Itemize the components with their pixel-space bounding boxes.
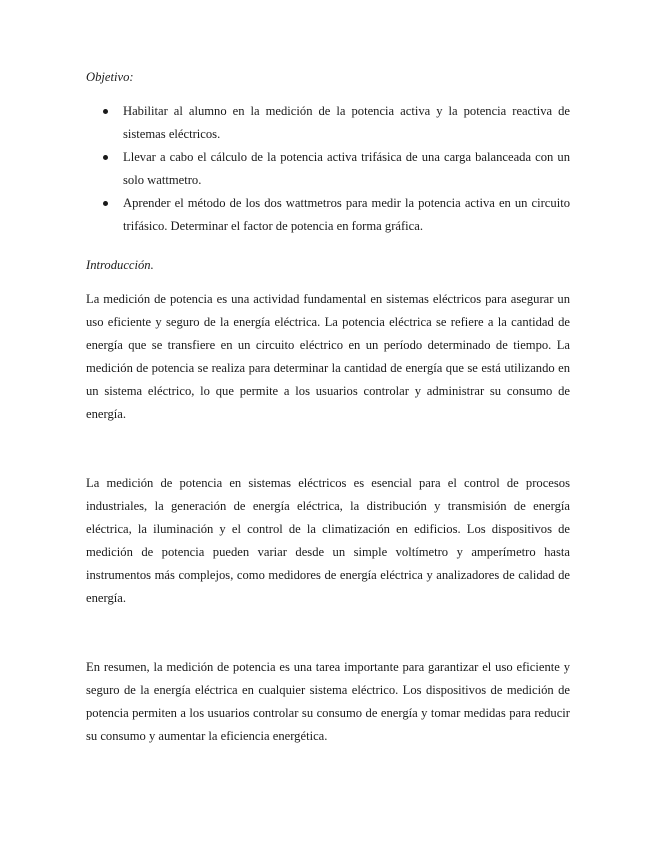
- objetivo-heading: Objetivo:: [86, 70, 134, 84]
- list-item-text: Aprender el método de los dos wattmetros para medir la potencia activa en un circuito trifásico. Determinar el factor de potencia en forma gráfica.: [123, 196, 570, 233]
- bullet-icon: [103, 109, 108, 114]
- list-item-text: Habilitar al alumno en la medición de la potencia activa y la potencia reactiva de sistemas eléctricos.: [123, 104, 570, 141]
- paragraph-2: La medición de potencia en sistemas eléctricos es esencial para el control de procesos industriales, la generación de energía eléctrica, la distribución y transmisión de energía eléctrica, la iluminación y el control de la climatización en edificios. Los dispositivos de medición de potencia pueden variar desde un simple voltímetro y amperímetro hasta instrumentos más complejos, como medidores de energía eléctrica y analizadores de calidad de energía.: [86, 476, 570, 605]
- introduccion-heading: Introducción.: [86, 258, 154, 272]
- list-item: [86, 192, 570, 238]
- bullet-icon: [103, 201, 108, 206]
- paragraph-3: En resumen, la medición de potencia es una tarea importante para garantizar el uso eficiente y seguro de la energía eléctrica en cualquier sistema eléctrico. Los dispositivos de medición de potencia permiten a los usuarios controlar su consumo de energía y tomar medidas para reducir su consumo y aumentar la eficiencia energética.: [86, 660, 570, 743]
- list-item: [86, 100, 570, 146]
- objetivo-list: [86, 100, 570, 238]
- list-item-text: Llevar a cabo el cálculo de la potencia activa trifásica de una carga balanceada con un solo wattmetro.: [123, 150, 570, 187]
- document-page: [86, 66, 570, 748]
- paragraph-1: La medición de potencia es una actividad fundamental en sistemas eléctricos para asegurar un uso eficiente y seguro de la energía eléctrica. La potencia eléctrica se refiere a la cantidad de energía que se transfiere en un circuito eléctrico en un período determinado de tiempo. La medición de potencia se realiza para determinar la cantidad de energía que se está utilizando en un sistema eléctrico, lo que permite a los usuarios controlar y administrar su consumo de energía.: [86, 292, 570, 421]
- bullet-icon: [103, 155, 108, 160]
- list-item: [86, 146, 570, 192]
